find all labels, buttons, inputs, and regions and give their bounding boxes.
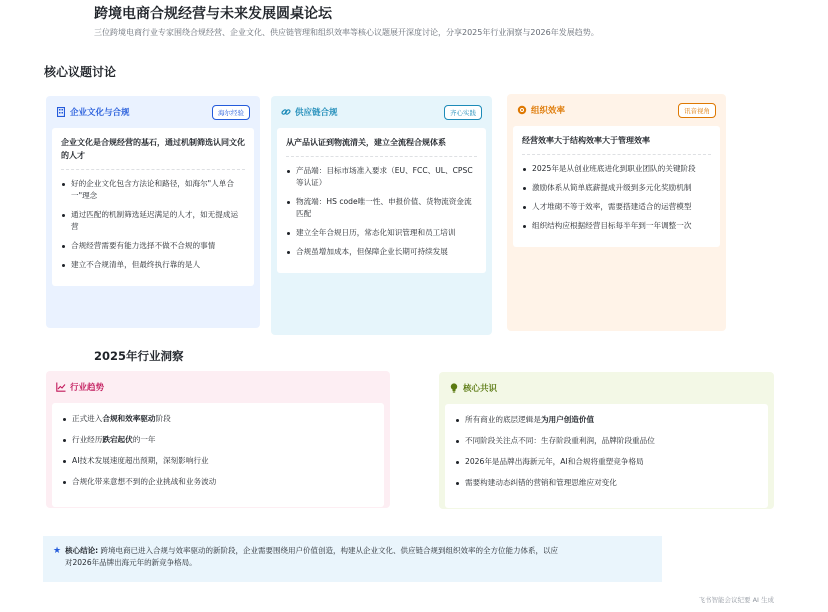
card-core-consensus bbox=[439, 372, 774, 509]
list-item: 正式进入合规和效率驱动阶段 bbox=[62, 413, 374, 425]
list-item: 物流端：HS code唯一性、申报价值、货物流资金流匹配 bbox=[286, 196, 477, 220]
conclusion-text-2: 对2026年品牌出海元年的新竞争格局。 bbox=[65, 558, 197, 567]
list-item: 所有商业的底层逻辑是为用户创造价值 bbox=[455, 414, 758, 426]
card-title: 企业文化与合规 bbox=[70, 108, 130, 118]
page-title: 跨境电商合规经营与未来发展圆桌论坛 bbox=[94, 6, 332, 22]
list-item: 人才堆砌不等于效率，需要搭建适合的运营模型 bbox=[522, 201, 711, 213]
conclusion-label: 核心结论: bbox=[65, 546, 99, 555]
card-title: 核心共识 bbox=[463, 384, 498, 394]
conclusion-text: 跨境电商已进入合规与效率驱动的新阶段，企业需要围绕用户价值创造，构建从企业文化、供应链合规到组织效率的全方位能力体系，以应 bbox=[100, 546, 558, 555]
conclusion-box bbox=[43, 536, 662, 582]
list-item: 2026年是品牌出海新元年，AI和合规将重塑竞争格局 bbox=[455, 456, 758, 468]
list-item: 2025年是从创业班底进化到职业团队的关键阶段 bbox=[522, 163, 711, 175]
list-item: 建立全年合规日历，常态化知识管理和员工培训 bbox=[286, 227, 477, 239]
card-lead: 从产品认证到物流清关，建立全流程合规体系 bbox=[286, 136, 477, 157]
list-item: 合规虽增加成本，但保障企业长期可持续发展 bbox=[286, 246, 477, 258]
card-body bbox=[277, 128, 486, 273]
target-icon bbox=[517, 105, 527, 115]
card-title: 供应链合规 bbox=[295, 108, 338, 118]
lightbulb-icon bbox=[449, 383, 459, 393]
card-org-efficiency bbox=[507, 94, 726, 331]
card-lead: 企业文化是合规经营的基石，通过机制筛选认同文化的人才 bbox=[61, 136, 245, 170]
card-body bbox=[445, 404, 768, 508]
list-item: AI技术发展速度超出预期，深刻影响行业 bbox=[62, 455, 374, 467]
page-subtitle: 三位跨境电商行业专家围绕合规经营、企业文化、供应链管理和组织效率等核心议题展开深度讨论，分享2025年行业洞察与2026年发展趋势。 bbox=[94, 28, 599, 37]
trend-chart-icon bbox=[56, 382, 66, 392]
card-title: 行业趋势 bbox=[70, 383, 105, 393]
section-heading-topics: 核心议题讨论 bbox=[44, 65, 117, 79]
list-item: 合规化带来意想不到的企业挑战和业务波动 bbox=[62, 476, 374, 488]
card-industry-trend bbox=[46, 371, 390, 508]
section-heading-insights: 2025年行业洞察 bbox=[94, 349, 184, 363]
list-item: 合规经营需要有能力选择不做不合规的事情 bbox=[61, 240, 245, 252]
card-culture bbox=[46, 96, 260, 328]
card-lead: 经营效率大于结构效率大于管理效率 bbox=[522, 134, 711, 155]
card-title: 组织效率 bbox=[531, 106, 566, 116]
list-item: 不同阶段关注点不同：生存阶段重利润，品牌阶段重品位 bbox=[455, 435, 758, 447]
source-badge: 齐心实践 bbox=[444, 105, 482, 120]
card-supply-chain bbox=[271, 96, 492, 335]
list-item: 激励体系从简单底薪提成升级到多元化奖励机制 bbox=[522, 182, 711, 194]
building-icon bbox=[56, 107, 66, 117]
list-item: 通过匹配的机制筛选延迟满足的人才，如无提成运营 bbox=[61, 209, 245, 233]
list-item: 行业经历跌宕起伏的一年 bbox=[62, 434, 374, 446]
footer-note: 飞书智能会议纪要 AI 生成 bbox=[698, 596, 774, 604]
card-body bbox=[52, 403, 384, 507]
list-item: 产品端：目标市场准入要求（EU、FCC、UL、CPSC等认证） bbox=[286, 165, 477, 189]
list-item: 需要构建动态纠错的营销和管理思维应对变化 bbox=[455, 477, 758, 489]
source-badge: 讯音视角 bbox=[678, 103, 716, 118]
link-icon bbox=[281, 107, 291, 117]
star-icon: ★ bbox=[53, 546, 62, 556]
list-item: 组织结构应根据经营目标每半年到一年调整一次 bbox=[522, 220, 711, 232]
card-body bbox=[52, 128, 254, 286]
card-body bbox=[513, 126, 720, 247]
list-item: 好的企业文化包含方法论和路径，如海尔"人单合一"理念 bbox=[61, 178, 245, 202]
source-badge: 海尔经验 bbox=[212, 105, 250, 120]
list-item: 建立不合规清单，但最终执行靠的是人 bbox=[61, 259, 245, 271]
